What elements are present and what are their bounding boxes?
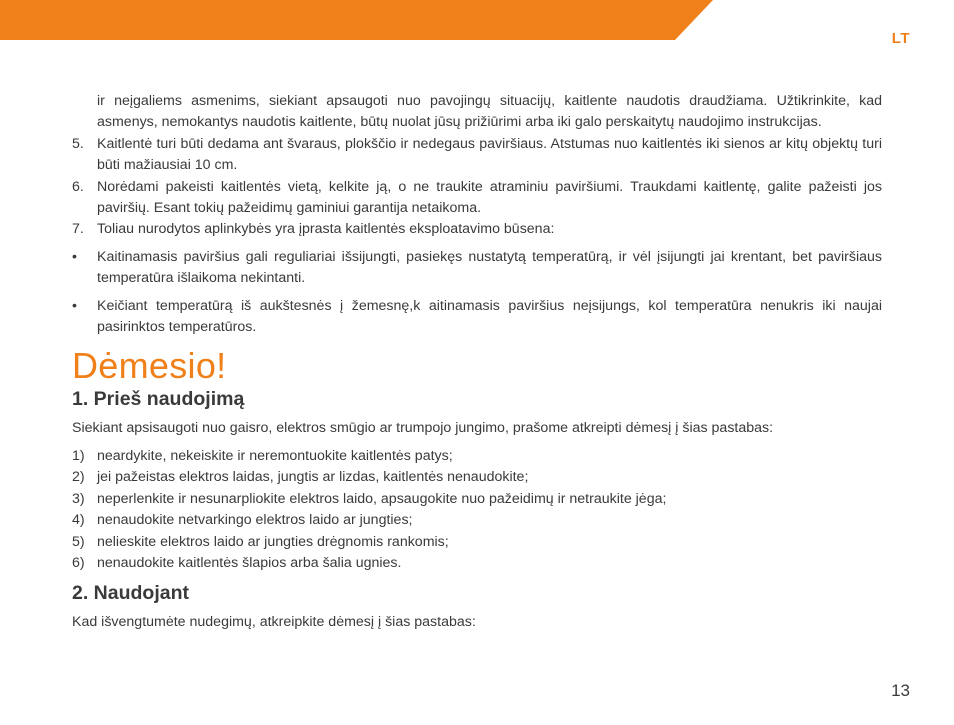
header-orange-banner bbox=[0, 0, 954, 40]
list-item bbox=[72, 467, 882, 488]
intro-continuation: ir neįgaliems asmenims, siekiant apsaugoti nuo pavojingų situacijų, kaitlente naudotis draudžiama. Užtikrinkite, kad asmenys, nemokantys naudotis kaitlente, būtų nuolat jūsų prižiūrimi arba iki galo perskaitytų naudojimo instrukcijas. bbox=[97, 93, 882, 131]
section-lead-before-use: Siekiant apsisaugoti nuo gaisro, elektros smūgio ar trumpojo jungimo, prašome atkreipti dėmesį į šias pastabas: bbox=[72, 420, 774, 437]
list-item-number: 2) bbox=[72, 469, 85, 486]
list-item-text: Norėdami pakeisti kaitlentės vietą, kelkite ją, o ne traukite atraminiu paviršiumi. Traukdami kaitlentę, galite pažeisti jos paviršių. Esant tokių pažeidimų gaminiui garantija netaikoma. bbox=[97, 178, 882, 217]
list-item bbox=[72, 532, 882, 553]
list-item-text: jei pažeistas elektros laidas, jungtis ar lizdas, kaitlentės nenaudokite; bbox=[97, 469, 529, 486]
page-number: 13 bbox=[891, 681, 910, 700]
section-heading-during-use: 2. Naudojant bbox=[72, 582, 190, 605]
list-item bbox=[72, 446, 882, 467]
list-item-number: 6) bbox=[72, 554, 85, 571]
bullet-item bbox=[72, 296, 882, 339]
list-item-text: nelieskite elektros laido ar jungties drėgnomis rankomis; bbox=[97, 533, 449, 550]
list-item-number: 6. bbox=[72, 178, 84, 195]
list-item-text: nenaudokite netvarkingo elektros laido ar jungties; bbox=[97, 512, 413, 529]
section-heading-before-use: 1. Prieš naudojimą bbox=[72, 388, 245, 411]
before-use-list bbox=[72, 446, 882, 574]
list-item-number: 3) bbox=[72, 490, 85, 507]
list-item bbox=[72, 553, 882, 574]
intro-numbered-list bbox=[72, 134, 882, 241]
bullet-text: Keičiant temperatūrą iš aukštesnės į žemesnę,k aitinamasis paviršius neįsijungs, kol temperatūra nenukris iki naujai pasirinktos temperatūros. bbox=[97, 297, 882, 336]
list-item bbox=[72, 219, 882, 240]
attention-title: Dėmesio! bbox=[72, 345, 227, 387]
page-content bbox=[72, 91, 882, 640]
list-item-text: nenaudokite kaitlentės šlapios arba šalia ugnies. bbox=[97, 554, 402, 571]
list-item-number: 5. bbox=[72, 135, 84, 152]
list-item-number: 4) bbox=[72, 512, 85, 529]
list-item bbox=[72, 177, 882, 220]
list-item-text: neperlenkite ir nesunarpliokite elektros laido, apsaugokite nuo pažeidimų ir netraukite jėga; bbox=[97, 490, 667, 507]
bullet-mark: • bbox=[72, 248, 77, 265]
section-lead-during-use: Kad išvengtumėte nudegimų, atkreipkite dėmesį į šias pastabas: bbox=[72, 614, 476, 631]
list-item bbox=[72, 134, 882, 177]
bullet-mark: • bbox=[72, 297, 77, 314]
list-item-text: neardykite, nekeiskite ir neremontuokite kaitlentės patys; bbox=[97, 447, 453, 464]
list-item bbox=[72, 510, 882, 531]
list-item-text: Kaitlentė turi būti dedama ant švaraus, plokščio ir nedegaus paviršiaus. Atstumas nuo kaitlentės iki sienos ar kitų objektų turi būti mažiausiai 10 cm. bbox=[97, 135, 882, 174]
bullet-item bbox=[72, 247, 882, 290]
bullet-text: Kaitinamasis paviršius gali reguliariai išsijungti, pasiekęs nustatytą temperatūrą, ir vėl įsijungti jai krentant, bet paviršiaus temperatūra išlaikoma nekintanti. bbox=[97, 248, 882, 287]
language-code: LT bbox=[891, 30, 910, 47]
list-item bbox=[72, 489, 882, 510]
list-item-number: 5) bbox=[72, 533, 85, 550]
intro-bullet-list bbox=[72, 247, 882, 339]
list-item-number: 1) bbox=[72, 447, 85, 464]
list-item-number: 7. bbox=[72, 221, 84, 238]
list-item-text: Toliau nurodytos aplinkybės yra įprasta kaitlentės eksploatavimo būsena: bbox=[97, 221, 555, 238]
